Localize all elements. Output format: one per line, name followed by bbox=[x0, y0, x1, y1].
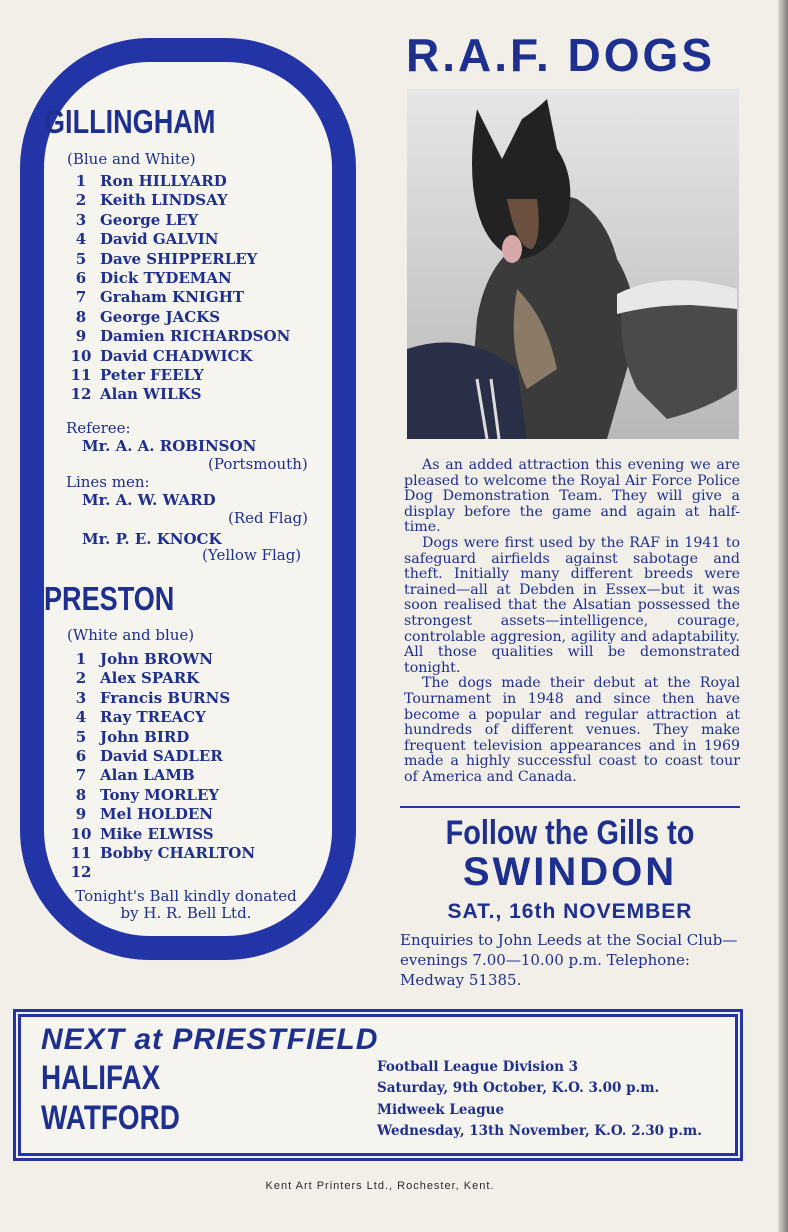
player-row bbox=[62, 786, 255, 805]
player-name: Peter FEELY bbox=[100, 365, 204, 384]
linesman-2-flag: (Yellow Flag) bbox=[202, 546, 302, 564]
next-opponent-2: WATFORD bbox=[41, 1099, 180, 1137]
player-number: 7 bbox=[75, 766, 87, 785]
player-name: John BROWN bbox=[100, 650, 213, 668]
player-name: David CHADWICK bbox=[100, 346, 253, 365]
player-row bbox=[62, 844, 255, 863]
player-number: 9 bbox=[75, 805, 87, 824]
player-name: David SADLER bbox=[100, 746, 223, 765]
player-row bbox=[62, 708, 255, 727]
player-name: George LEY bbox=[100, 210, 199, 229]
raf-dogs-article bbox=[404, 458, 740, 785]
player-name: John BIRD bbox=[100, 727, 190, 746]
player-number: 4 bbox=[75, 708, 87, 727]
player-number: 12 bbox=[70, 863, 92, 882]
player-row bbox=[62, 385, 290, 404]
player-number: 5 bbox=[75, 249, 87, 268]
next-date-2: Wednesday, 13th November, K.O. 2.30 p.m. bbox=[377, 1123, 702, 1139]
player-number: 3 bbox=[75, 210, 87, 229]
player-name: Damien RICHARDSON bbox=[100, 327, 291, 346]
linesman-2-name: Mr. P. E. KNOCK bbox=[82, 530, 222, 548]
away-match-date: SAT., 16th NOVEMBER bbox=[447, 900, 693, 923]
player-number: 2 bbox=[75, 191, 87, 210]
player-number: 7 bbox=[75, 288, 87, 307]
preston-heading: PRESTON bbox=[44, 580, 175, 617]
player-name: Alex SPARK bbox=[100, 669, 200, 688]
player-row bbox=[62, 805, 255, 824]
player-name: Alan LAMB bbox=[100, 766, 195, 785]
player-row bbox=[62, 747, 255, 766]
follow-the-gills-heading: Follow the Gills to bbox=[445, 814, 695, 852]
player-number: 12 bbox=[70, 385, 92, 404]
referee-town: (Portsmouth) bbox=[208, 455, 308, 473]
player-name: Tony MORLEY bbox=[100, 785, 220, 804]
away-destination: SWINDON bbox=[462, 850, 678, 894]
player-row bbox=[62, 230, 290, 249]
referee-name: Mr. A. A. ROBINSON bbox=[82, 437, 257, 455]
player-row bbox=[62, 327, 290, 346]
player-row bbox=[62, 288, 290, 307]
player-number: 10 bbox=[70, 346, 92, 365]
player-row bbox=[62, 669, 255, 688]
player-row bbox=[62, 728, 255, 747]
player-name: Ron HILLYARD bbox=[100, 172, 227, 190]
article-paragraph: As an added attraction this evening we are pleased to welcome the Royal Air Force Police Dog Demonstration Team. They will give a display before the game and again at half-time. bbox=[404, 457, 740, 536]
referee-label: Referee: bbox=[66, 419, 131, 437]
player-number: 6 bbox=[75, 746, 87, 765]
player-number: 2 bbox=[75, 669, 87, 688]
player-row bbox=[62, 347, 290, 366]
player-row bbox=[62, 650, 255, 669]
player-number: 4 bbox=[75, 230, 87, 249]
player-name: Mike ELWISS bbox=[100, 824, 214, 843]
next-heading: NEXT at PRIESTFIELD bbox=[41, 1023, 379, 1056]
ball-sponsor-note: Tonight's Ball kindly donated by H. R. Bell Ltd. bbox=[75, 887, 297, 922]
player-number: 1 bbox=[75, 172, 87, 190]
player-row bbox=[62, 825, 255, 844]
player-row bbox=[62, 863, 255, 882]
player-number: 3 bbox=[75, 688, 87, 707]
player-number: 9 bbox=[75, 327, 87, 346]
preston-colours: (White and blue) bbox=[67, 626, 195, 644]
player-name: David GALVIN bbox=[100, 230, 219, 249]
alsatian-with-handler-image bbox=[407, 89, 739, 439]
raf-dogs-title: R.A.F. DOGS bbox=[406, 29, 716, 81]
dog-photo bbox=[407, 89, 739, 439]
player-number: 8 bbox=[75, 785, 87, 804]
player-name: Dave SHIPPERLEY bbox=[100, 249, 258, 268]
gillingham-colours: (Blue and White) bbox=[67, 150, 196, 168]
player-number: 8 bbox=[75, 307, 87, 326]
player-number: 5 bbox=[75, 727, 87, 746]
gillingham-roster bbox=[62, 172, 290, 405]
player-name: Dick TYDEMAN bbox=[100, 268, 232, 287]
player-number: 11 bbox=[70, 365, 92, 384]
player-row bbox=[62, 250, 290, 269]
player-row bbox=[62, 308, 290, 327]
printer-credit: Kent Art Printers Ltd., Rochester, Kent. bbox=[265, 1180, 495, 1192]
enquiries-text: Enquiries to John Leeds at the Social Club—evenings 7.00—10.00 p.m. Telephone: Medway 51385. bbox=[400, 931, 738, 989]
player-name: Keith LINDSAY bbox=[100, 191, 228, 210]
article-paragraph: The dogs made their debut at the Royal Tournament in 1948 and since then have become a popular and regular attraction at hundreds of different venues. They make frequent television appearances and in 1969 made a highly successful coast to coast tour of America and Canada. bbox=[404, 675, 740, 785]
next-date-1: Saturday, 9th October, K.O. 3.00 p.m. bbox=[377, 1080, 660, 1096]
player-row bbox=[62, 766, 255, 785]
player-row bbox=[62, 172, 290, 191]
gillingham-heading: GILLINGHAM bbox=[44, 103, 216, 140]
preston-roster bbox=[62, 650, 255, 883]
next-competition-1: Football League Division 3 bbox=[377, 1059, 579, 1075]
linesmen-label: Lines men: bbox=[66, 473, 150, 491]
next-competition-2: Midweek League bbox=[377, 1102, 505, 1118]
player-number: 10 bbox=[70, 824, 92, 843]
page-edge-shadow bbox=[778, 0, 788, 1232]
player-name: Alan WILKS bbox=[100, 385, 202, 404]
player-number: 1 bbox=[75, 650, 87, 668]
player-name: Ray TREACY bbox=[100, 708, 206, 727]
player-number: 11 bbox=[70, 843, 92, 862]
player-name: Bobby CHARLTON bbox=[100, 843, 256, 862]
next-at-priestfield-box bbox=[18, 1014, 738, 1156]
player-row bbox=[62, 689, 255, 708]
player-name: Mel HOLDEN bbox=[100, 805, 214, 824]
next-opponent-1: HALIFAX bbox=[41, 1059, 161, 1097]
player-row bbox=[62, 269, 290, 288]
player-name: Graham KNIGHT bbox=[100, 288, 245, 307]
player-row bbox=[62, 191, 290, 210]
player-row bbox=[62, 211, 290, 230]
player-number: 6 bbox=[75, 268, 87, 287]
player-name: Francis BURNS bbox=[100, 688, 231, 707]
player-row bbox=[62, 366, 290, 385]
linesman-1-flag: (Red Flag) bbox=[228, 509, 308, 527]
player-name: George JACKS bbox=[100, 307, 221, 326]
article-paragraph: Dogs were first used by the RAF in 1941 to safeguard airfields against sabotage and theft. Initially many different breeds were trained—all at Debden in Essex—but it was soon realised that the Alsatian possessed the strongest assets—intelligence, courage, controlable aggresion, agility and adaptability. All those qualities will be demonstrated tonight. bbox=[404, 534, 740, 676]
linesman-1-name: Mr. A. W. WARD bbox=[82, 491, 216, 509]
section-divider bbox=[400, 806, 740, 808]
